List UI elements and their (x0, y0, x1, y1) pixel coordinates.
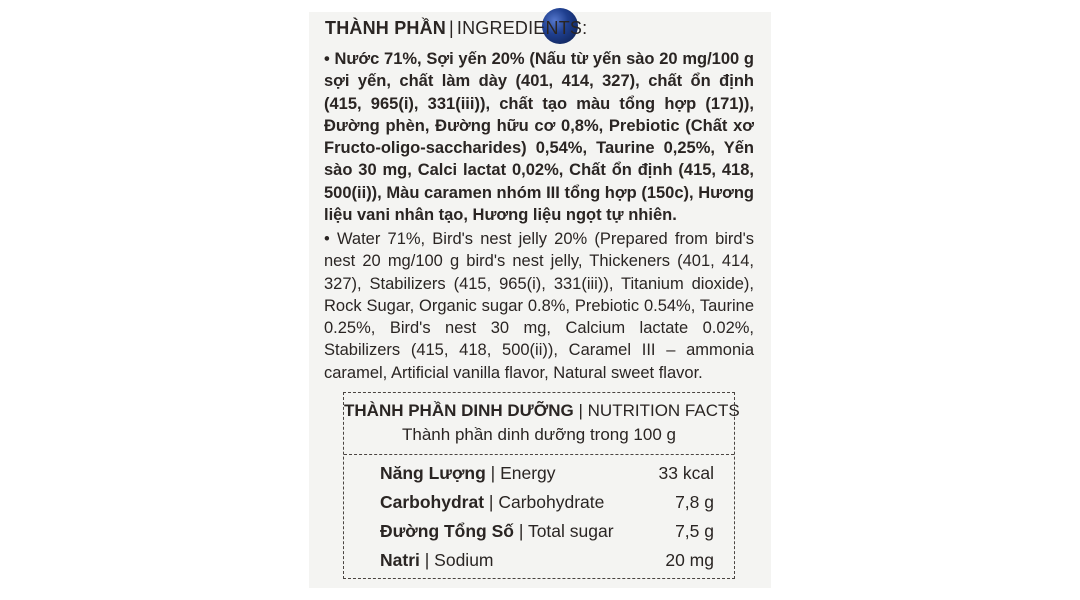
row-value: 7,5 g (675, 521, 714, 541)
nutrition-heading-vi: THÀNH PHẦN DINH DƯỠNG (344, 401, 574, 420)
nutrition-row-carbohydrate (380, 492, 714, 516)
ingredients-text-en: • Water 71%, Bird's nest jelly 20% (Prepared from bird's nest 20 mg/100 g bird's nest jelly, Thickeners (401, 414, 327), Stabilizers (415, 965(i), 331(iii)), Titanium dioxide), Rock Sugar, Organic sugar 0.8%, Prebiotic 0.54%, Taurine 0.25%, Bird's nest 30 mg, Calcium lactate 0.02%, Stabilizers (415, 418, 500(ii)), Caramel III – ammonia caramel, Artificial vanilla flavor, Natural sweet flavor. (324, 230, 754, 382)
nutrition-heading-en: NUTRITION FACTS (587, 401, 740, 420)
nutrition-facts-box (343, 392, 740, 579)
nutrition-subtitle: Thành phần dinh dưỡng trong 100 g (402, 425, 676, 444)
row-label-vi: Natri (380, 550, 420, 570)
row-value: 7,8 g (675, 492, 714, 512)
row-label-en: Energy (500, 463, 556, 483)
heading-separator: | (449, 18, 454, 38)
nutrition-row-sodium (380, 550, 714, 574)
row-label-vi: Carbohydrat (380, 492, 485, 512)
row-label-en: Total sugar (527, 521, 614, 541)
nutrition-heading-separator: | (578, 401, 583, 420)
ingredients-text-vi: • Nước 71%, Sợi yến 20% (Nấu từ yến sào 20 mg/100 g sợi yến, chất làm dày (401, 414, 327), chất ổn định (415, 965(i), 331(iii)), chất tạo màu tổng hợp (171)), Đường phèn, Đường hữu cơ 0,8%, Prebiotic (Chất xơ Fructo-oligo-saccharides) 0,54%, Taurine 0,25%, Yến sào 30 mg, Calci lactat 0,02%, Chất ổn định (415, 418, 500(ii)), Màu caramen nhóm III tổng hợp (150c), Hương liệu vani nhân tạo, Hương liệu ngọt tự nhiên. (324, 50, 754, 225)
row-separator: | (518, 521, 524, 541)
nutrition-row-energy (380, 463, 714, 487)
nutrition-heading (344, 401, 740, 421)
ingredients-heading-en: INGREDIENTS: (456, 18, 588, 38)
row-label-vi: Đường Tổng Số (380, 521, 514, 541)
row-label-en: Sodium (434, 550, 494, 570)
ingredients-heading-vi: THÀNH PHẦN (325, 18, 446, 38)
row-value: 33 kcal (658, 463, 714, 483)
row-separator: | (488, 492, 494, 512)
row-separator: | (424, 550, 430, 570)
row-label-vi: Năng Lượng (380, 463, 486, 483)
nutrition-divider (344, 454, 734, 455)
ingredients-heading (325, 18, 587, 39)
row-value: 20 mg (665, 550, 714, 570)
product-label (309, 12, 771, 588)
row-separator: | (490, 463, 496, 483)
nutrition-row-total-sugar (380, 521, 714, 545)
row-label-en: Carbohydrate (498, 492, 605, 512)
